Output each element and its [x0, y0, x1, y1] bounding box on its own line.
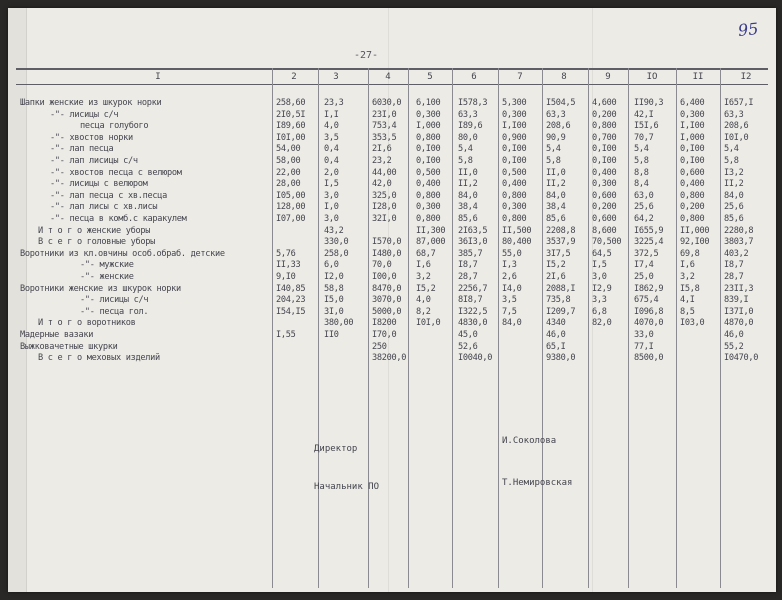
row-label: И т о г о женские уборы: [38, 225, 151, 236]
table-cell: 4830,0: [458, 318, 488, 329]
table-cell: I570,0: [372, 237, 402, 248]
table-cell: 28,00: [276, 179, 301, 190]
table-cell: 3225,4: [634, 237, 664, 248]
table-cell: 7,5: [502, 306, 517, 317]
table-cell: I0I,00: [276, 132, 306, 143]
table-cell: I,3: [502, 260, 517, 271]
table-cell: 63,3: [546, 109, 566, 120]
table-cell: I,5: [324, 179, 339, 190]
table-cell: II90,3: [634, 98, 664, 108]
table-cell: 0,800: [680, 190, 705, 201]
table-cell: 69,8: [680, 248, 700, 259]
table-cell: 45,0: [458, 330, 478, 340]
row-label: -"- лисицы с велюром: [50, 179, 148, 190]
table-cell: I70,0: [372, 330, 397, 340]
table-cell: 0,800: [416, 132, 441, 143]
table-cell: 2088,I: [546, 283, 576, 294]
table-cell: 8,4: [634, 179, 649, 190]
table-cell: I2,0: [324, 272, 344, 282]
table-cell: 0,400: [592, 167, 617, 178]
table-cell: I28,0: [372, 202, 397, 213]
table-cell: 3070,0: [372, 295, 402, 306]
row-label: В с е г о меховых изделий: [38, 353, 160, 364]
row-label: -"- лисицы с/ч: [80, 295, 149, 306]
row-label: В с е г о головные уборы: [38, 237, 155, 248]
table-cell: 23I,0: [372, 109, 397, 120]
column-divider: [676, 68, 677, 588]
table-cell: 6,100: [416, 98, 441, 108]
column-divider: [588, 68, 589, 588]
table-cell: I5,2: [416, 283, 436, 294]
table-cell: 208,6: [724, 121, 749, 132]
table-cell: I,5: [592, 260, 607, 271]
table-cell: 385,7: [458, 248, 483, 259]
table-cell: 22,00: [276, 167, 301, 178]
column-divider: [628, 68, 629, 588]
table-cell: 2208,8: [546, 225, 576, 236]
table-cell: 0,400: [502, 179, 527, 190]
table-cell: 0,600: [592, 190, 617, 201]
table-cell: 3537,9: [546, 237, 576, 248]
table-cell: 84,0: [546, 190, 566, 201]
table-cell: I862,9: [634, 283, 664, 294]
table-cell: 6,0: [324, 260, 339, 271]
table-cell: 8500,0: [634, 353, 664, 364]
table-cell: 58,8: [324, 283, 344, 294]
table-cell: 0,900: [502, 132, 527, 143]
table-cell: I504,5: [546, 98, 576, 108]
table-cell: I89,60: [276, 121, 306, 132]
table-cell: 0,4: [324, 144, 339, 155]
row-label: -"- лап песца: [50, 144, 114, 155]
table-cell: 55,0: [502, 248, 522, 259]
table-cell: 84,0: [724, 190, 744, 201]
table-cell: 2256,7: [458, 283, 488, 294]
table-cell: 23,2: [372, 156, 392, 166]
column-header: IO: [646, 72, 658, 82]
table-cell: 42,I: [634, 109, 654, 120]
column-divider: [498, 68, 499, 588]
table-cell: 58,00: [276, 156, 301, 166]
header-rule: [16, 84, 768, 85]
table-cell: 3,0: [324, 190, 339, 201]
table-cell: 3,5: [324, 132, 339, 143]
table-cell: 839,I: [724, 295, 749, 306]
table-cell: 55,2: [724, 341, 744, 352]
table-cell: 0,800: [416, 214, 441, 224]
table-cell: 735,8: [546, 295, 571, 306]
table-cell: I655,9: [634, 225, 664, 236]
table-cell: II,2: [458, 179, 478, 190]
director-title: Директор: [314, 444, 358, 454]
table-cell: 675,4: [634, 295, 659, 306]
table-cell: 46,0: [724, 330, 744, 340]
table-cell: 5000,0: [372, 306, 402, 317]
table-cell: 2,0: [324, 167, 339, 178]
table-cell: II,000: [680, 225, 710, 236]
table-cell: II,2: [546, 179, 566, 190]
table-cell: I,55: [276, 330, 296, 340]
table-cell: I,000: [680, 132, 705, 143]
table-cell: 6030,0: [372, 98, 402, 108]
table-cell: 87,000: [416, 237, 446, 248]
table-cell: 64,2: [634, 214, 654, 224]
table-cell: 2280,8: [724, 225, 754, 236]
table-cell: II,0: [458, 167, 478, 178]
table-cell: 38,4: [458, 202, 478, 213]
table-cell: 0,I00: [416, 156, 441, 166]
table-cell: 43,2: [324, 225, 344, 236]
table-cell: 0,I00: [680, 144, 705, 155]
table-cell: 0,300: [416, 202, 441, 213]
row-label: И т о г о воротников: [38, 318, 136, 329]
row-label: Шапки женские из шкурок норки: [20, 98, 162, 108]
table-cell: 63,3: [724, 109, 744, 120]
column-divider: [542, 68, 543, 588]
table-cell: 46,0: [546, 330, 566, 340]
table-top-rule: [16, 68, 768, 70]
table-cell: 80,0: [458, 132, 478, 143]
table-cell: 2I,6: [372, 144, 392, 155]
table-cell: 85,6: [546, 214, 566, 224]
table-cell: 4340: [546, 318, 566, 329]
column-header: II: [692, 72, 704, 82]
table-cell: 0,500: [416, 167, 441, 178]
table-cell: 0,300: [680, 109, 705, 120]
table-cell: I03,0: [680, 318, 705, 329]
table-cell: 5,8: [634, 156, 649, 166]
table-cell: 0,I00: [680, 156, 705, 166]
row-label: -"- хвостов песца с велюром: [50, 167, 182, 178]
table-cell: 2I,6: [546, 272, 566, 282]
table-cell: 32I,0: [372, 214, 397, 224]
table-cell: 38200,0: [372, 353, 407, 364]
table-cell: 258,0: [324, 248, 349, 259]
table-cell: 25,0: [634, 272, 654, 282]
table-cell: II,300: [416, 225, 446, 236]
table-cell: I00,0: [372, 272, 397, 282]
table-cell: 5,4: [546, 144, 561, 155]
table-cell: 4870,0: [724, 318, 754, 329]
table-cell: 9380,0: [546, 353, 576, 364]
table-cell: 25,6: [724, 202, 744, 213]
column-divider: [720, 68, 721, 588]
table-cell: 70,7: [634, 132, 654, 143]
table-cell: 8,8: [634, 167, 649, 178]
table-cell: 5,4: [634, 144, 649, 155]
table-cell: I322,5: [458, 306, 488, 317]
row-label: Воротники из кл.овчины особ.обраб. детские: [20, 248, 225, 259]
table-cell: II,2: [724, 179, 744, 190]
table-cell: I8200: [372, 318, 397, 329]
column-header: 4: [385, 72, 391, 82]
column-header: 8: [561, 72, 567, 82]
table-cell: 42,0: [372, 179, 392, 190]
table-cell: 250: [372, 341, 387, 352]
table-cell: 5,8: [546, 156, 561, 166]
row-label: -"- лап лисы с хв.лисы: [50, 202, 158, 213]
table-cell: I7,4: [634, 260, 654, 271]
table-cell: 33,0: [634, 330, 654, 340]
table-cell: 3,0: [592, 272, 607, 282]
table-cell: I8,7: [458, 260, 478, 271]
table-cell: 325,0: [372, 190, 397, 201]
table-cell: 0,I00: [416, 144, 441, 155]
column-divider: [408, 68, 409, 588]
table-cell: 92,I00: [680, 237, 710, 248]
table-cell: I8,7: [724, 260, 744, 271]
table-cell: 68,7: [416, 248, 436, 259]
table-cell: I0470,0: [724, 353, 759, 364]
table-cell: I4,0: [502, 283, 522, 294]
row-label: Воротники женские из шкурок норки: [20, 283, 181, 294]
table-cell: 85,6: [458, 214, 478, 224]
table-cell: 2,6: [502, 272, 517, 282]
director-name: И.Соколова: [502, 436, 557, 446]
table-cell: 4,0: [416, 295, 431, 306]
table-cell: 0,400: [680, 179, 705, 190]
table-cell: 204,23: [276, 295, 306, 306]
column-header: I: [155, 72, 161, 82]
row-label: песца голубого: [80, 121, 149, 132]
column-header: I2: [740, 72, 752, 82]
table-cell: I,000: [416, 121, 441, 132]
table-cell: 0,200: [592, 202, 617, 213]
table-cell: I,I00: [502, 121, 527, 132]
table-cell: 0,300: [592, 179, 617, 190]
table-cell: 0,I00: [502, 144, 527, 155]
table-cell: 4070,0: [634, 318, 664, 329]
table-cell: 0,800: [502, 190, 527, 201]
table-cell: 82,0: [592, 318, 612, 329]
head-name: Т.Немировская: [502, 478, 573, 488]
table-cell: 90,9: [546, 132, 566, 143]
row-label: Мадерные вазаки: [20, 330, 94, 340]
table-cell: 372,5: [634, 248, 659, 259]
table-cell: 5,300: [502, 98, 527, 108]
table-cell: 0,200: [592, 109, 617, 120]
table-cell: 403,2: [724, 248, 749, 259]
table-cell: 0,200: [680, 202, 705, 213]
table-cell: 258,60: [276, 98, 306, 108]
column-header: 7: [517, 72, 523, 82]
table-cell: 63,0: [634, 190, 654, 201]
table-cell: I5,8: [680, 283, 700, 294]
document-page: [8, 8, 776, 592]
table-cell: 3,2: [416, 272, 431, 282]
table-cell: 23,3: [324, 98, 344, 108]
column-divider: [368, 68, 369, 588]
table-cell: 0,800: [416, 190, 441, 201]
table-cell: I89,6: [458, 121, 483, 132]
table-cell: 3803,7: [724, 237, 754, 248]
table-cell: 0,I00: [502, 156, 527, 166]
table-cell: 3,2: [680, 272, 695, 282]
row-label: -"- песца гол.: [80, 306, 149, 317]
column-divider: [272, 68, 273, 588]
table-cell: I40,85: [276, 283, 306, 294]
table-cell: 25,6: [634, 202, 654, 213]
archive-page-number: 95: [737, 18, 760, 41]
table-cell: 6,400: [680, 98, 705, 108]
table-cell: II,500: [502, 225, 532, 236]
row-label: -"- лап песца с хв.песца: [50, 190, 167, 201]
row-label: -"- мужские: [80, 260, 134, 271]
table-cell: 753,4: [372, 121, 397, 132]
table-cell: 3I,0: [324, 306, 344, 317]
row-label: -"- хвостов норки: [50, 132, 133, 143]
table-cell: I657,I: [724, 98, 754, 108]
table-cell: 0,800: [592, 121, 617, 132]
table-cell: 70,500: [592, 237, 622, 248]
table-cell: I0I,0: [724, 132, 749, 143]
table-cell: I37I,0: [724, 306, 754, 317]
row-label: -"- песца в комб.с каракулем: [50, 214, 187, 224]
table-cell: II0: [324, 330, 339, 340]
table-cell: 5,8: [458, 156, 473, 166]
table-cell: I,6: [680, 260, 695, 271]
table-cell: 5,8: [724, 156, 739, 166]
table-cell: 36I3,0: [458, 237, 488, 248]
table-cell: 6,8: [592, 306, 607, 317]
table-cell: 353,5: [372, 132, 397, 143]
column-header: 9: [605, 72, 611, 82]
row-label: -"- лап лисицы с/ч: [50, 156, 138, 166]
row-label: -"- лисицы с/ч: [50, 109, 119, 120]
head-title: Начальник ПО: [314, 482, 380, 492]
table-cell: 128,00: [276, 202, 306, 213]
table-cell: 23II,3: [724, 283, 754, 294]
table-cell: II,0: [546, 167, 566, 178]
table-cell: I5I,6: [634, 121, 659, 132]
table-cell: I3,2: [724, 167, 744, 178]
table-cell: 84,0: [458, 190, 478, 201]
table-cell: 0,500: [502, 167, 527, 178]
column-divider: [318, 68, 319, 588]
table-cell: 0,300: [502, 202, 527, 213]
column-header: 2: [291, 72, 297, 82]
table-cell: 54,00: [276, 144, 301, 155]
table-cell: II,33: [276, 260, 301, 271]
table-cell: 3,5: [502, 295, 517, 306]
table-cell: 330,0: [324, 237, 349, 248]
table-cell: 0,400: [416, 179, 441, 190]
table-cell: 8,2: [416, 306, 431, 317]
table-cell: 0,300: [416, 109, 441, 120]
table-cell: I096,8: [634, 306, 664, 317]
table-cell: 4,I: [680, 295, 695, 306]
binder-edge: [8, 8, 27, 592]
table-cell: 0,800: [680, 214, 705, 224]
table-cell: I,I00: [680, 121, 705, 132]
table-cell: 8I8,7: [458, 295, 483, 306]
row-label: -"- женские: [80, 272, 134, 282]
row-label: Выжковачетные шкурки: [20, 341, 118, 352]
table-cell: I,I: [324, 109, 339, 120]
table-cell: 64,5: [592, 248, 612, 259]
table-cell: 65,I: [546, 341, 566, 352]
table-cell: 8,5: [680, 306, 695, 317]
table-cell: 5,76: [276, 248, 296, 259]
table-cell: 8,600: [592, 225, 617, 236]
table-cell: 38,4: [546, 202, 566, 213]
column-header: 6: [471, 72, 477, 82]
table-cell: 3,3: [592, 295, 607, 306]
column-divider: [452, 68, 453, 588]
table-cell: 63,3: [458, 109, 478, 120]
table-cell: 5,4: [458, 144, 473, 155]
table-cell: I480,0: [372, 248, 402, 259]
table-cell: 5,4: [724, 144, 739, 155]
table-cell: I5,0: [324, 295, 344, 306]
table-cell: 77,I: [634, 341, 654, 352]
table-cell: I209,7: [546, 306, 576, 317]
table-cell: I0I,0: [416, 318, 441, 329]
table-cell: 28,7: [724, 272, 744, 282]
table-cell: 208,6: [546, 121, 571, 132]
column-header: 3: [333, 72, 339, 82]
table-cell: 85,6: [724, 214, 744, 224]
table-cell: 44,00: [372, 167, 397, 178]
table-cell: 84,0: [502, 318, 522, 329]
table-cell: 3,0: [324, 214, 339, 224]
table-cell: 4,600: [592, 98, 617, 108]
table-cell: 0,I00: [592, 144, 617, 155]
table-cell: 0,800: [502, 214, 527, 224]
column-header: 5: [427, 72, 433, 82]
table-cell: 4,0: [324, 121, 339, 132]
table-cell: 380,00: [324, 318, 354, 329]
table-cell: I5,2: [546, 260, 566, 271]
table-cell: I54,I5: [276, 306, 306, 317]
table-cell: 9,I0: [276, 272, 296, 282]
table-cell: I0040,0: [458, 353, 493, 364]
table-cell: 8470,0: [372, 283, 402, 294]
table-cell: I2,9: [592, 283, 612, 294]
table-cell: 0,4: [324, 156, 339, 166]
table-cell: I578,3: [458, 98, 488, 108]
table-cell: 0,300: [502, 109, 527, 120]
table-cell: 0,I00: [592, 156, 617, 166]
page-number: -27-: [354, 50, 379, 61]
table-cell: 0,600: [680, 167, 705, 178]
table-cell: 3I7,5: [546, 248, 571, 259]
table-cell: I07,00: [276, 214, 306, 224]
table-cell: 80,400: [502, 237, 532, 248]
table-cell: 2I63,5: [458, 225, 488, 236]
table-cell: I05,00: [276, 190, 306, 201]
table-cell: 0,600: [592, 214, 617, 224]
table-cell: 70,0: [372, 260, 392, 271]
table-cell: I,0: [324, 202, 339, 213]
table-cell: I,6: [416, 260, 431, 271]
table-cell: 0,700: [592, 132, 617, 143]
table-cell: 28,7: [458, 272, 478, 282]
table-cell: 2I0,5I: [276, 109, 306, 120]
table-cell: 52,6: [458, 341, 478, 352]
